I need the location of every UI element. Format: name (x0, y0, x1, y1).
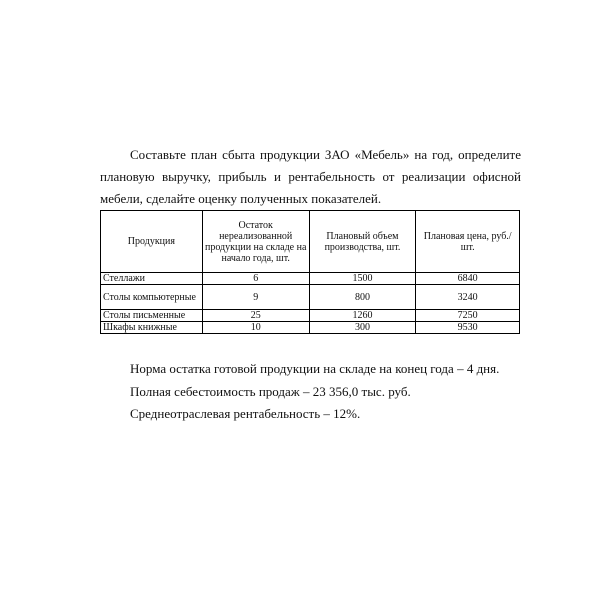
table-header-row (101, 211, 520, 273)
cell-product: Столы компьютерные (101, 285, 203, 310)
cell-price: 9530 (416, 322, 520, 334)
note-industry-profitability: Среднеотраслевая рентабельность – 12%. (130, 406, 361, 421)
cell-stock: 25 (202, 310, 309, 322)
cell-price: 6840 (416, 273, 520, 285)
table-row (101, 273, 520, 285)
cell-volume: 1260 (309, 310, 416, 322)
table-row (101, 322, 520, 334)
header-price: Плановая цена, руб./шт. (416, 211, 520, 273)
note-full-cost: Полная себестоимость продаж – 23 356,0 тыс. руб. (130, 384, 411, 399)
cell-volume: 800 (309, 285, 416, 310)
production-table (100, 210, 520, 334)
cell-product: Столы письменные (101, 310, 203, 322)
cell-product: Стеллажи (101, 273, 203, 285)
cell-stock: 6 (202, 273, 309, 285)
cell-volume: 300 (309, 322, 416, 334)
task-intro: Составьте план сбыта продукции ЗАО «Мебель» на год, определите плановую выручку, прибыль и рентабельность от реализации офисной мебели, сделайте оценку полученных показателей. (100, 147, 521, 206)
cell-stock: 9 (202, 285, 309, 310)
cell-stock: 10 (202, 322, 309, 334)
note-stock-norm: Норма остатка готовой продукции на складе на конец года – 4 дня. (130, 361, 500, 376)
cell-volume: 1500 (309, 273, 416, 285)
header-stock: Остаток нереализованной продукции на складе на начало года, шт. (202, 211, 309, 273)
cell-product: Шкафы книжные (101, 322, 203, 334)
table-row (101, 310, 520, 322)
header-volume: Плановый объем производства, шт. (309, 211, 416, 273)
header-product: Продукция (101, 211, 203, 273)
table-row (101, 285, 520, 310)
cell-price: 7250 (416, 310, 520, 322)
cell-price: 3240 (416, 285, 520, 310)
